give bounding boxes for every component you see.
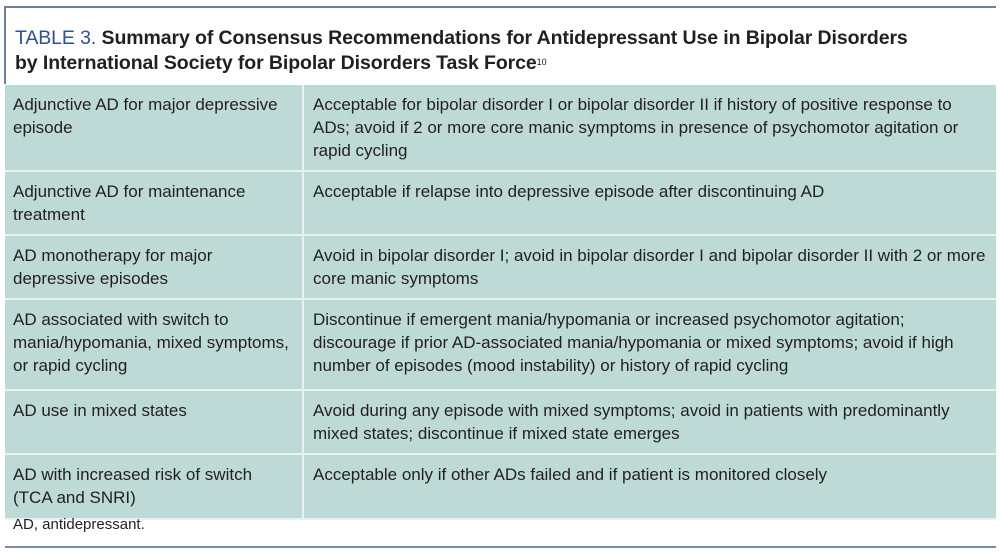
table-label: TABLE 3. (15, 27, 97, 49)
reference-superscript: 10 (536, 57, 547, 67)
recommendation-cell: Avoid in bipolar disorder I; avoid in bipolar disorder I and bipolar disorder II with 2 or more core manic symptoms (303, 235, 996, 299)
recommendations-table (5, 85, 996, 520)
table-row (5, 85, 996, 171)
recommendation-cell: Acceptable if relapse into depressive episode after discontinuing AD (303, 171, 996, 235)
table-row (5, 171, 996, 235)
table-row (5, 235, 996, 299)
recommendation-cell: Avoid during any episode with mixed symptoms; avoid in patients with predominantly mixed states; discontinue if mixed state emerges (303, 390, 996, 454)
recommendation-cell: Discontinue if emergent mania/hypomania or increased psychomotor agitation; discourage if prior AD-associated mania/hypomania or mixed symptoms; avoid if high number of episodes (mood instability) or history of rapid cycling (303, 299, 996, 390)
situation-cell: AD monotherapy for major depressive episodes (5, 235, 303, 299)
title-line-1: Summary of Consensus Recommendations for Antidepressant Use in Bipolar Disorders (101, 27, 908, 49)
table-title-box (4, 6, 996, 84)
situation-cell: Adjunctive AD for major depressive episode (5, 85, 303, 171)
table-row (5, 454, 996, 519)
recommendation-cell: Acceptable for bipolar disorder I or bipolar disorder II if history of positive response to ADs; avoid if 2 or more core manic symptoms in presence of psychomotor agitation or rapid cycling (303, 85, 996, 171)
title-line-2: by International Society for Bipolar Disorders Task Force (15, 52, 537, 74)
situation-cell: AD use in mixed states (5, 390, 303, 454)
situation-cell: AD associated with switch to mania/hypomania, mixed symptoms, or rapid cycling (5, 299, 303, 390)
table-row (5, 390, 996, 454)
recommendation-cell: Acceptable only if other ADs failed and if patient is monitored closely (303, 454, 996, 519)
table-title (15, 26, 996, 76)
bottom-rule (5, 546, 996, 548)
situation-cell: AD with increased risk of switch (TCA and SNRI) (5, 454, 303, 519)
situation-cell: Adjunctive AD for maintenance treatment (5, 171, 303, 235)
footnote: AD, antidepressant. (13, 516, 145, 533)
table-row (5, 299, 996, 390)
